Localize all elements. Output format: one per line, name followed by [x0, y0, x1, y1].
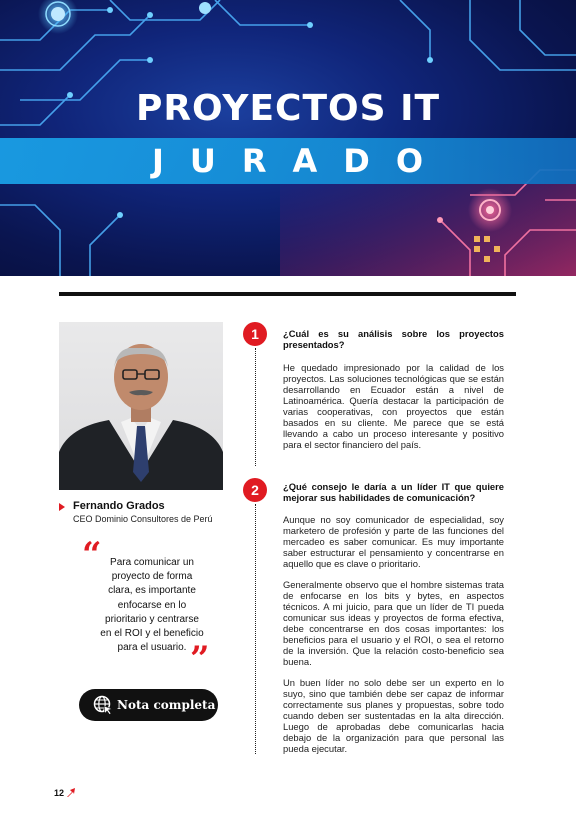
answer-paragraph: Un buen líder no solo debe ser un experto en lo suyo, sino que también debe ser capaz de informar correctamente sus planes y propuestas, sobre todo cuando deben ser sustentadas en la alta dirección. Luego de aprobadas debe comunicarlas hacia debajo de la organización para que personal las pueda ejecutar. [283, 677, 504, 754]
profile-name: Fernando Grados [73, 500, 165, 512]
page-number: 12 [54, 788, 65, 798]
quote-line: prioritario y centrarse [105, 613, 199, 625]
open-quote-icon: “ [82, 535, 102, 575]
section-number-badge: 2 [243, 478, 267, 502]
section-rule [255, 348, 256, 466]
quote-line: clara, es importante [108, 585, 196, 597]
profile-role: CEO Dominio Consultores de Perú [73, 514, 213, 524]
bullet-arrow-icon [59, 503, 65, 511]
answer-paragraph: Aunque no soy comunicador de especialidad, soy marketero de profesión y parte de las funciones del mercadeo es saber comunicar. Es muy importante saber estructurar el pensamiento y concentrarse en aquello que es clave o prioritario. [283, 514, 504, 569]
answer-paragraph: He quedado impresionado por la calidad de los proyectos. Las soluciones tecnológicas que se están desarrollando en Ecuador están a nivel de Latinoamérica. Quería destacar la participación de varias cooperativas, con proyectos que están basados en su cliente. Me parece que se está llevando a cabo un proceso interesante y positivo para el sector financiero del país. [283, 362, 504, 450]
divider [59, 292, 516, 296]
interview-question: ¿Cuál es su análisis sobre los proyectos presentados? [283, 328, 504, 350]
section-number-badge: 1 [243, 322, 267, 346]
interview-question: ¿Qué consejo le daría a un líder IT que quiere mejorar sus habilidades de comunicación? [283, 481, 504, 503]
quote-line: para el usuario. [117, 642, 187, 654]
quote-line: enfocarse en lo [117, 599, 187, 611]
quote-line: Para comunicar un [110, 557, 194, 568]
page-arrow-icon [67, 788, 75, 797]
full-note-label: Nota completa [117, 698, 216, 712]
quote-line: en el ROI y el beneficio [100, 628, 204, 640]
full-note-button[interactable] [79, 689, 218, 721]
globe-cursor-icon [93, 695, 113, 715]
portrait-photo [59, 322, 223, 490]
quote-line: proyecto de forma [111, 571, 193, 583]
page-title: PROYECTOS IT [135, 88, 441, 129]
answer-paragraph: Generalmente observo que el hombre sistemas trata de enfocarse en los bits y bytes, en aspectos técnicos. A mi juicio, para que un líder de TI pueda comunicar sus ideas y proyectos de forma efectiva, debe concentrarse en dos cosas importantes: los beneficios para el usuario y el ROI, o sea el retorno de la inversión. Que la relación costo-beneficio sea buena. [283, 579, 504, 667]
close-quote-icon: ” [190, 639, 210, 679]
page-subtitle: JURADO [152, 142, 450, 180]
section-rule [255, 504, 256, 754]
